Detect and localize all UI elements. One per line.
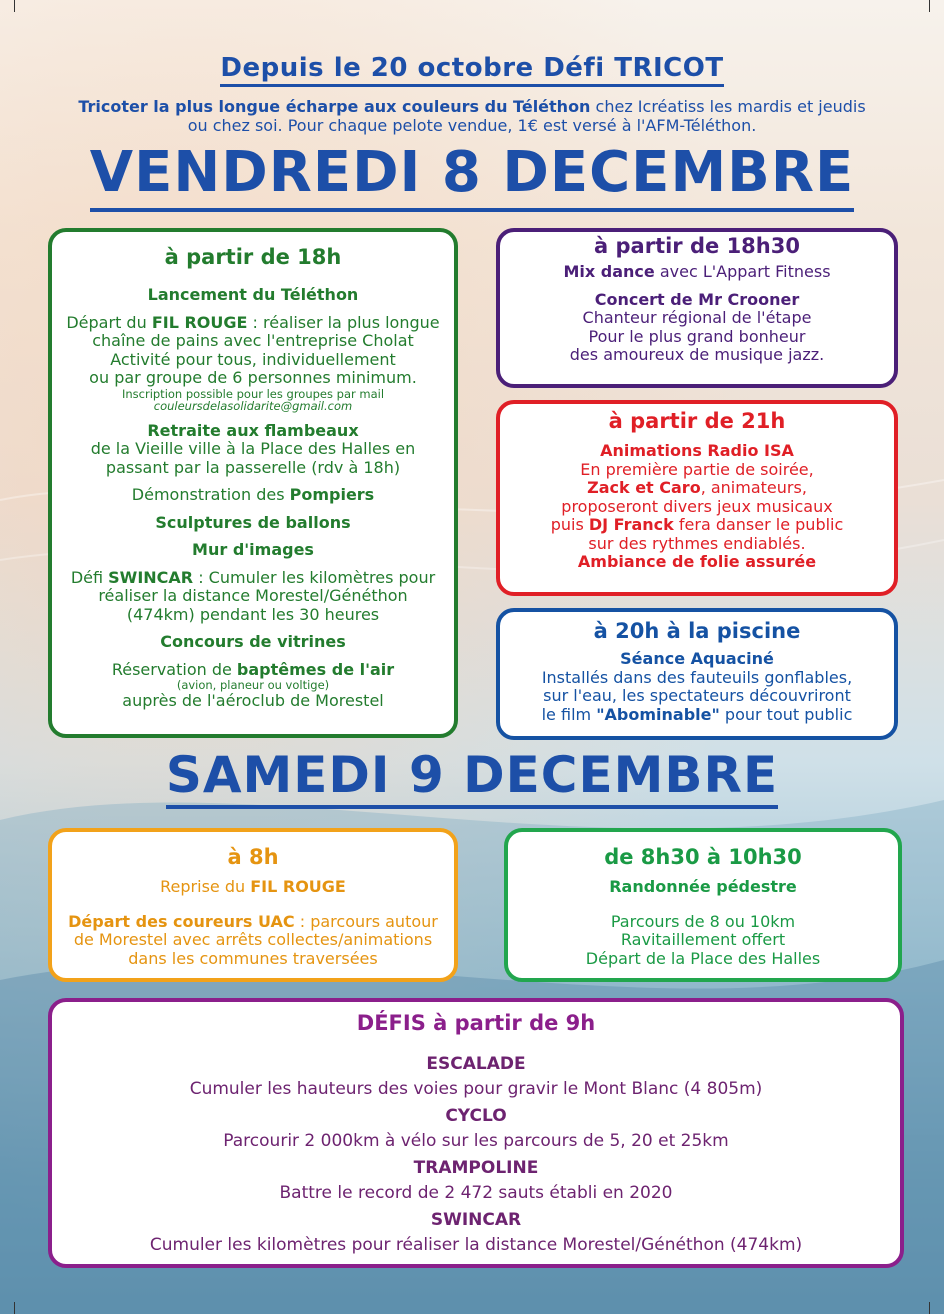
radio-line4: proposeront divers jeux musicaux (561, 496, 833, 516)
launch-label: Lancement du Téléthon (147, 285, 359, 304)
aquacine-line3: sur l'eau, les spectateurs découvriront (543, 686, 851, 705)
friday-20h-heading: à 20h à la piscine (593, 619, 801, 643)
day-heading-saturday: SAMEDI 9 DECEMBRE (0, 745, 944, 809)
friday-21h-heading: à partir de 21h (608, 409, 786, 433)
crop-mark (14, 1302, 27, 1314)
friday-18h-box (48, 228, 458, 738)
radio-line5: puis DJ Franck fera danser le public (550, 515, 844, 534)
aeroclub-text: auprès de l'aéroclub de Morestel (122, 690, 384, 710)
coureurs-line1: Départ des coureurs UAC : parcours autour (68, 911, 438, 931)
tricot-line1-rest: chez Icréatiss les mardis et jeudis (590, 97, 866, 116)
defi-title: SWINCAR (430, 1210, 522, 1230)
fil-rouge-text: Départ du FIL ROUGE : réaliser la plus longue chaîne de pains avec l'entreprise Cholat Activité pour tous, individuellement ou par groupe de 6 personnes minimum. (66, 312, 440, 387)
tricot-line2: ou chez soi. Pour chaque pelote vendue, 1€ est versé à l'AFM-Téléthon. (187, 116, 757, 135)
sculptures-label: Sculptures de ballons (155, 512, 351, 532)
concert-line2: Chanteur régional de l'étape (582, 308, 812, 327)
saturday-8h-box (48, 828, 458, 982)
defi-title: TRAMPOLINE (413, 1158, 539, 1178)
mix-dance-text: Mix dance avec L'Appart Fitness (563, 262, 831, 281)
saturday-830-box (504, 828, 902, 982)
defi-title: ESCALADE (426, 1054, 526, 1074)
aquacine-line2: Installés dans des fauteuils gonflables, (541, 667, 853, 687)
crop-mark (917, 1302, 930, 1314)
defis-list (52, 1054, 900, 1255)
aquacine-line4: le film "Abominable" pour tout public (541, 704, 853, 724)
swincar-text: Défi SWINCAR : Cumuler les kilomètres pour réaliser la distance Morestel/Généthon (474km) pendant les 30 heures (70, 567, 436, 624)
bapteme-options: (avion, planeur ou voltige) (176, 678, 330, 692)
defi-desc: Parcourir 2 000km à vélo sur les parcours de 5, 20 et 25km (223, 1131, 729, 1151)
saturday-8h-heading: à 8h (227, 845, 279, 869)
friday-1830-box (496, 228, 898, 388)
coureurs-line3: dans les communes traversées (128, 948, 378, 968)
friday-1830-heading: à partir de 18h30 (594, 234, 800, 258)
bapteme-text: Réservation de baptêmes de l'air (111, 659, 395, 679)
coureurs-line2: de Morestel avec arrêts collectes/animations (73, 930, 433, 949)
retraite-text: de la Vieille ville à la Place des Halles en passant par la passerelle (rdv à 18h) (90, 439, 416, 477)
concert-label: Concert de Mr Crooner (594, 289, 800, 309)
defis-heading: DÉFIS à partir de 9h (356, 1011, 596, 1035)
inscription-note: Inscription possible pour les groupes par mail (121, 386, 385, 401)
radio-line2: En première partie de soirée, (580, 459, 814, 479)
friday-21h-box (496, 400, 898, 596)
radio-isa-label: Animations Radio ISA (600, 441, 794, 460)
reprise-fil-rouge: Reprise du FIL ROUGE (160, 877, 346, 896)
retraite-label: Retraite aux flambeaux (147, 420, 359, 440)
defi-desc: Cumuler les kilomètres pour réaliser la distance Morestel/Généthon (474km) (149, 1235, 803, 1255)
day-heading-friday: VENDREDI 8 DECEMBRE (0, 138, 944, 212)
vitrines-label: Concours de vitrines (160, 632, 346, 651)
defi-desc: Cumuler les hauteurs des voies pour gravir le Mont Blanc (4 805m) (189, 1079, 763, 1099)
pompiers-text: Démonstration des Pompiers (131, 485, 375, 504)
defi-desc: Battre le record de 2 472 sauts établi en 2020 (279, 1183, 673, 1203)
defi-title: CYCLO (445, 1106, 507, 1126)
defis-box (48, 998, 904, 1268)
tricot-line1-bold: Tricoter la plus longue écharpe aux couleurs du Téléthon (78, 97, 591, 116)
tricot-description (0, 97, 944, 135)
crop-mark (14, 0, 27, 12)
header (0, 52, 944, 135)
randonnee-line3: Ravitaillement offert (620, 930, 786, 949)
radio-line7: Ambiance de folie assurée (577, 552, 817, 571)
concert-line3: Pour le plus grand bonheur (588, 326, 806, 346)
friday-20h-box (496, 608, 898, 740)
contact-email: couleursdelasolidarite@gmail.com (153, 399, 353, 413)
randonnee-line4: Départ de la Place des Halles (585, 948, 821, 968)
concert-line4: des amoureux de musique jazz. (569, 345, 825, 364)
radio-line6: sur des rythmes endiablés. (588, 533, 806, 553)
crop-mark (917, 0, 930, 12)
tricot-title: Depuis le 20 octobre Défi TRICOT (220, 52, 723, 87)
aquacine-label: Séance Aquaciné (620, 649, 774, 668)
randonnee-line2: Parcours de 8 ou 10km (610, 911, 796, 931)
radio-line3: Zack et Caro, animateurs, (587, 478, 807, 497)
randonnee-label: Randonnée pédestre (609, 877, 797, 896)
friday-18h-heading: à partir de 18h (164, 245, 342, 269)
mur-images-label: Mur d'images (192, 540, 314, 559)
saturday-830-heading: de 8h30 à 10h30 (604, 845, 802, 869)
